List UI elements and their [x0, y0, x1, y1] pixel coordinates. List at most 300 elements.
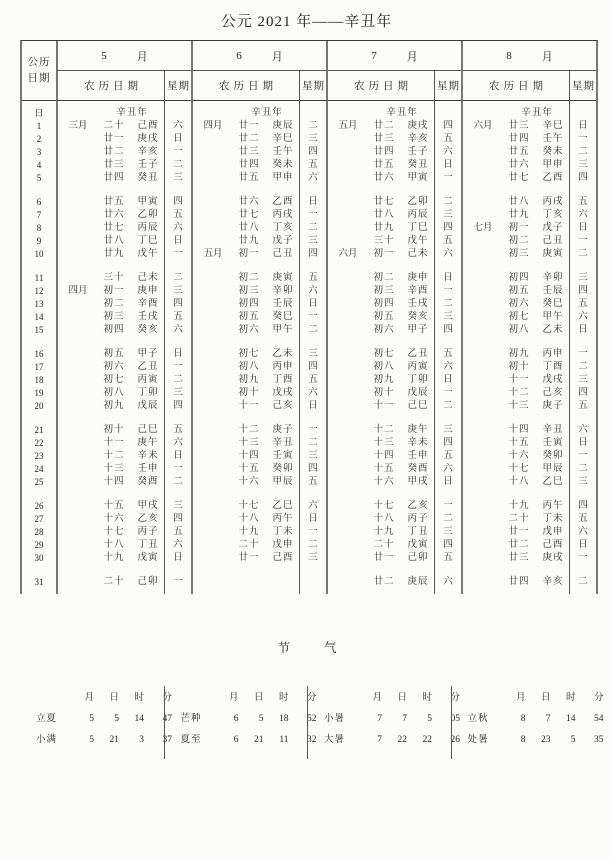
weekday-cell: 一 [443, 286, 453, 296]
ganzhi-label: 甲申 [542, 160, 564, 170]
ganzhi-label: 甲申 [272, 173, 294, 183]
month-header-7 [326, 41, 461, 71]
weekday-cell: 四 [173, 401, 183, 411]
lunar-date-row [463, 172, 569, 185]
row-gap [435, 185, 461, 196]
ganzhi-label: 丁卯 [407, 375, 429, 385]
lunar-day-label: 廿六 [508, 160, 530, 170]
lunar-date-row [463, 424, 569, 437]
lunar-column-5 [56, 101, 164, 594]
weekday-cell: 日 [578, 223, 588, 233]
lunar-day-label: 廿五 [238, 173, 260, 183]
lunar-month-label [58, 159, 98, 172]
lunar-date-row [463, 576, 569, 589]
lunar-column-7 [326, 101, 434, 594]
lunar-date-row [328, 222, 434, 235]
lunar-date-row [58, 387, 164, 400]
lunar-date-row [58, 298, 164, 311]
lunar-date-row [328, 387, 434, 400]
weekday-cell [435, 107, 461, 120]
lunar-date-row [463, 539, 569, 552]
weekday-cell: 三 [308, 134, 318, 144]
row-gap [22, 489, 56, 500]
lunar-month-label [463, 374, 503, 387]
lunar-day-label: 廿四 [508, 577, 530, 587]
lunar-month-label [193, 539, 233, 552]
term-value: 32 [307, 735, 317, 745]
lunar-month-label: 六月 [473, 121, 493, 131]
lunar-date-row [463, 400, 569, 413]
ganzhi-label: 壬申 [407, 451, 429, 461]
lunar-month-label [58, 107, 98, 120]
lunar-date-header-6: 农历日期 [191, 71, 299, 101]
ganzhi-label: 己卯 [407, 553, 429, 563]
weekday-cell: 五 [308, 477, 318, 487]
weekday-cell: 一 [308, 425, 318, 435]
month-header-8 [461, 41, 596, 71]
ganzhi-label: 乙丑 [407, 349, 429, 359]
ganzhi-label [265, 576, 301, 589]
lunar-month-label [58, 387, 98, 400]
ganzhi-label: 乙未 [272, 349, 294, 359]
ganzhi-label: 戊午 [407, 236, 429, 246]
weekday-cell: 二 [173, 477, 183, 487]
weekday-cell: 一 [578, 553, 588, 563]
ganzhi-label: 戊午 [137, 249, 159, 259]
lunar-month-label [328, 159, 368, 172]
row-gap [435, 261, 461, 272]
lunar-date-row [463, 248, 569, 261]
term-value: 54 [594, 714, 604, 724]
lunar-day-label: 初十 [103, 425, 125, 435]
lunar-day-label: 十八 [103, 540, 125, 550]
lunar-month-label [193, 324, 233, 337]
ganzhi-label: 癸卯 [272, 464, 294, 474]
lunar-day-label: 廿一 [238, 121, 260, 131]
ganzhi-label: 己酉 [542, 540, 564, 550]
page-title: 公元 2021 年——辛丑年 [220, 14, 393, 30]
ganzhi-label: 辛卯 [542, 273, 564, 283]
row-gap [300, 489, 326, 500]
row-gap [193, 185, 299, 196]
lunar-month-label [58, 196, 98, 209]
lunar-date-row [58, 374, 164, 387]
weekday-cell: 六 [173, 121, 183, 131]
lunar-year-row [463, 107, 569, 120]
row-gap [570, 337, 596, 348]
term-name: 处暑 [467, 735, 489, 745]
lunar-day-label: 廿一 [373, 553, 395, 563]
row-gap [165, 185, 191, 196]
lunar-day-label: 初三 [103, 312, 125, 322]
weekday-cell: 六 [173, 223, 183, 233]
lunar-month-label [463, 324, 503, 337]
lunar-date-row [58, 133, 164, 146]
date-number: 30 [34, 553, 44, 563]
lunar-day-label: 廿七 [238, 210, 260, 220]
term-value: 5 [114, 714, 119, 724]
ganzhi-label: 癸亥 [407, 312, 429, 322]
weekday-cell: 五 [308, 375, 318, 385]
lunar-day-label: 初七 [373, 349, 395, 359]
weekday-cell [570, 107, 596, 120]
date-number: 27 [34, 514, 44, 524]
lunar-day-label: 二十 [373, 540, 395, 550]
lunar-date-row [58, 437, 164, 450]
lunar-day-label: 二十 [238, 540, 260, 550]
ganzhi-label: 癸未 [542, 147, 564, 157]
lunar-day-label: 廿二 [373, 121, 395, 131]
lunar-date-row [58, 576, 164, 589]
weekday-cell: 日 [443, 160, 453, 170]
lunar-date-row [463, 374, 569, 387]
row-gap [193, 489, 299, 500]
lunar-month-label [193, 552, 233, 565]
solar-terms-group [307, 686, 460, 759]
date-number: 26 [34, 501, 44, 511]
month-header-6 [191, 41, 326, 71]
ganzhi-label: 己未 [407, 249, 429, 259]
weekday-cell: 四 [173, 299, 183, 309]
lunar-month-label [193, 450, 233, 463]
lunar-date-row [328, 450, 434, 463]
lunar-month-label [58, 361, 98, 374]
lunar-month-label: 五月 [203, 249, 223, 259]
term-value: 35 [594, 735, 604, 745]
lunar-date-row [193, 552, 299, 565]
lunar-month-label [193, 526, 233, 539]
weekday-cell: 日 [308, 299, 318, 309]
weekday-cell: 三 [173, 388, 183, 398]
lunar-date-row [463, 552, 569, 565]
lunar-date-row [193, 298, 299, 311]
date-column [22, 101, 56, 594]
ganzhi-label: 戊子 [542, 223, 564, 233]
lunar-month-label [58, 463, 98, 476]
lunar-date-row [328, 133, 434, 146]
lunar-date-row [463, 133, 569, 146]
lunar-month-label [463, 539, 503, 552]
lunar-month-label [193, 476, 233, 489]
lunar-date-row [463, 159, 569, 172]
term-value: 5 [89, 735, 94, 745]
ganzhi-label: 丁亥 [542, 210, 564, 220]
lunar-date-row [193, 361, 299, 374]
lunar-month-label [193, 387, 233, 400]
ganzhi-label: 辛卯 [272, 286, 294, 296]
ganzhi-label: 辛亥 [137, 147, 159, 157]
lunar-day-label: 十八 [508, 477, 530, 487]
weekday-cell: 一 [308, 210, 318, 220]
lunar-date-row [193, 387, 299, 400]
date-number: 23 [34, 451, 44, 461]
lunar-day-label: 廿八 [508, 197, 530, 207]
lunar-day-label: 廿四 [373, 147, 395, 157]
lunar-month-label [58, 437, 98, 450]
lunar-month-label [193, 209, 233, 222]
lunar-date-row [463, 513, 569, 526]
weekday-cell: 二 [173, 160, 183, 170]
lunar-day-label: 二十 [508, 514, 530, 524]
lunar-month-label [58, 576, 98, 589]
lunar-date-row [58, 120, 164, 133]
term-value: 3 [139, 735, 144, 745]
lunar-month-label [328, 172, 368, 185]
ganzhi-label: 戊戌 [542, 375, 564, 385]
lunar-date-row [463, 324, 569, 337]
lunar-month-label [58, 133, 98, 146]
lunar-date-row [58, 235, 164, 248]
lunar-date-row [328, 463, 434, 476]
ganzhi-label: 甲午 [542, 312, 564, 322]
row-gap [463, 413, 569, 424]
lunar-day-label: 初八 [103, 388, 125, 398]
weekday-cell: 二 [308, 540, 318, 550]
date-number: 14 [34, 312, 44, 322]
weekday-cell: 二 [173, 375, 183, 385]
lunar-date-row [328, 400, 434, 413]
term-value: 14 [566, 714, 576, 724]
lunar-date-row [328, 424, 434, 437]
weekday-cell: 日 [443, 477, 453, 487]
weekday-cell: 二 [578, 249, 588, 259]
lunar-date-row [328, 120, 434, 133]
lunar-day-label: 初二 [238, 273, 260, 283]
ganzhi-label: 庚午 [137, 438, 159, 448]
term-value: 47 [162, 714, 172, 724]
ganzhi-label: 庚午 [407, 425, 429, 435]
lunar-day-label: 十六 [373, 477, 395, 487]
ganzhi-label: 庚戌 [407, 121, 429, 131]
weekday-cell: 一 [173, 362, 183, 372]
solar-term-row [462, 730, 604, 751]
ganzhi-label: 癸巳 [272, 312, 294, 322]
lunar-month-label [328, 513, 368, 526]
date-number: 4 [36, 160, 42, 170]
lunar-month-label [193, 374, 233, 387]
weekday-cell: 五 [578, 197, 588, 207]
weekday-cell: 三 [173, 501, 183, 511]
term-value: 22 [422, 735, 432, 745]
lunar-month-label [58, 222, 98, 235]
lunar-month-label [328, 209, 368, 222]
weekday-cell: 日 [308, 401, 318, 411]
weekday-cell: 日 [173, 349, 183, 359]
weekday-cell: 五 [308, 160, 318, 170]
lunar-day-label: 初六 [508, 299, 530, 309]
lunar-date-row [58, 513, 164, 526]
lunar-date-row [193, 272, 299, 285]
lunar-date-row [58, 272, 164, 285]
weekday-cell: 一 [308, 527, 318, 537]
lunar-date-row [328, 146, 434, 159]
lunar-day-label: 廿五 [508, 147, 530, 157]
ganzhi-label: 癸巳 [542, 299, 564, 309]
year-label: 辛丑年 [386, 108, 418, 118]
ganzhi-label: 甲戌 [407, 477, 429, 487]
solar-term-row [30, 709, 172, 730]
lunar-month-label [58, 500, 98, 513]
lunar-day-label: 廿六 [103, 210, 125, 220]
ganzhi-label: 壬申 [137, 464, 159, 474]
term-col-header: 日 [397, 693, 407, 703]
ganzhi-label: 戊申 [272, 540, 294, 550]
lunar-date-row [328, 272, 434, 285]
lunar-day-label: 初五 [373, 312, 395, 322]
lunar-month-label [58, 539, 98, 552]
date-number: 28 [34, 527, 44, 537]
weekday-cell: 一 [443, 388, 453, 398]
term-value: 22 [397, 735, 407, 745]
lunar-month-label [328, 400, 368, 413]
weekday-cell: 三 [173, 173, 183, 183]
lunar-month-label: 三月 [68, 121, 88, 131]
term-col-header: 分 [450, 693, 460, 703]
ganzhi-label: 壬子 [137, 160, 159, 170]
lunar-day-label: 初六 [373, 325, 395, 335]
ganzhi-label: 庚申 [137, 286, 159, 296]
lunar-date-row [328, 552, 434, 565]
lunar-month-label [328, 437, 368, 450]
term-value: 5 [258, 714, 264, 724]
lunar-day-label: 廿六 [238, 197, 260, 207]
term-value: 7 [377, 714, 382, 724]
ganzhi-label: 甲戌 [137, 501, 159, 511]
ganzhi-label: 丙子 [137, 527, 159, 537]
lunar-month-label [193, 298, 233, 311]
ganzhi-label: 庚申 [407, 273, 429, 283]
weekday-cell: 四 [443, 223, 453, 233]
month-unit-label: 月 [271, 50, 283, 63]
row-gap [165, 261, 191, 272]
lunar-day-label: 初四 [103, 325, 125, 335]
lunar-date-row [193, 526, 299, 539]
term-name: 夏至 [180, 735, 202, 745]
lunar-day-label: 十六 [508, 451, 530, 461]
date-number: 18 [34, 375, 44, 385]
row-gap [165, 489, 191, 500]
lunar-month-label [463, 437, 503, 450]
weekday-column-6 [299, 101, 326, 594]
lunar-day-label: 廿二 [103, 147, 125, 157]
date-number: 8 [36, 223, 42, 233]
date-number: 9 [36, 236, 42, 246]
lunar-month-label [463, 298, 503, 311]
lunar-month-label [193, 513, 233, 526]
lunar-month-label [328, 222, 368, 235]
term-col-header: 分 [306, 693, 317, 703]
date-number: 12 [34, 286, 44, 296]
ganzhi-label: 戊辰 [137, 401, 159, 411]
lunar-date-row [328, 311, 434, 324]
weekday-cell: 六 [578, 527, 588, 537]
lunar-date-row [193, 437, 299, 450]
weekday-cell: 四 [173, 514, 183, 524]
lunar-date-row [328, 539, 434, 552]
date-number: 16 [34, 349, 44, 359]
lunar-day-label: 十九 [238, 527, 260, 537]
lunar-date-row [193, 513, 299, 526]
row-gap [58, 413, 164, 424]
lunar-date-row [193, 311, 299, 324]
lunar-day-label: 初八 [373, 362, 395, 372]
lunar-date-row [463, 476, 569, 489]
weekday-cell: 三 [443, 527, 453, 537]
lunar-day-label: 廿七 [373, 197, 395, 207]
term-col-header: 月 [228, 693, 239, 703]
lunar-month-label [193, 361, 233, 374]
weekday-cell: 一 [578, 349, 588, 359]
lunar-date-row [58, 209, 164, 222]
ganzhi-label: 庚子 [272, 425, 294, 435]
lunar-date-row [328, 361, 434, 374]
lunar-month-label [463, 107, 503, 120]
row-gap [22, 185, 56, 196]
lunar-month-label: 四月 [203, 121, 223, 131]
lunar-day-label: 初三 [238, 286, 260, 296]
term-value: 26 [450, 735, 460, 745]
lunar-day-label: 十四 [103, 477, 125, 487]
lunar-date-row [193, 400, 299, 413]
weekday-cell: 一 [578, 134, 588, 144]
weekday-cell: 五 [578, 299, 588, 309]
weekday-header-8: 星期 [569, 71, 596, 101]
ganzhi-label: 己酉 [272, 553, 294, 563]
weekday-column-7 [434, 101, 461, 594]
weekday-cell: 一 [173, 464, 183, 474]
weekday-cell: 二 [443, 401, 453, 411]
solar-terms-header-row [462, 688, 604, 709]
ganzhi-label: 庚寅 [542, 249, 564, 259]
row-gap [193, 565, 299, 576]
term-name-spacer [318, 688, 360, 709]
weekday-cell: 日 [578, 540, 588, 550]
weekday-cell: 二 [578, 577, 588, 587]
ganzhi-label: 乙巳 [272, 501, 294, 511]
weekday-cell: 六 [308, 388, 318, 398]
ganzhi-label: 丁卯 [137, 388, 159, 398]
date-number: 3 [36, 147, 42, 157]
lunar-month-label [193, 196, 233, 209]
lunar-date-row [58, 172, 164, 185]
lunar-month-label [463, 159, 503, 172]
lunar-day-label: 二十 [103, 121, 125, 131]
lunar-day-label: 初五 [508, 286, 530, 296]
lunar-day-label: 初二 [103, 299, 125, 309]
weekday-cell: 六 [443, 362, 453, 372]
weekday-cell: 三 [578, 273, 588, 283]
lunar-date-row [463, 463, 569, 476]
term-name: 小满 [36, 735, 58, 745]
weekday-cell: 二 [578, 147, 588, 157]
date-number: 29 [34, 540, 44, 550]
lunar-date-row [463, 285, 569, 298]
corner-label-line2: 日期 [27, 72, 51, 84]
term-col-header: 时 [422, 693, 432, 703]
month-unit-label: 月 [136, 50, 148, 63]
term-col-header: 时 [278, 693, 289, 703]
lunar-month-label [328, 463, 368, 476]
term-value: 18 [279, 714, 289, 724]
lunar-month-label [193, 500, 233, 513]
lunar-date-header-5: 农历日期 [56, 71, 164, 101]
lunar-date-row [463, 450, 569, 463]
ganzhi-label: 丁丑 [407, 527, 429, 537]
term-value: 52 [307, 714, 317, 724]
lunar-month-label [328, 576, 368, 589]
lunar-date-row [58, 539, 164, 552]
lunar-date-row [58, 526, 164, 539]
